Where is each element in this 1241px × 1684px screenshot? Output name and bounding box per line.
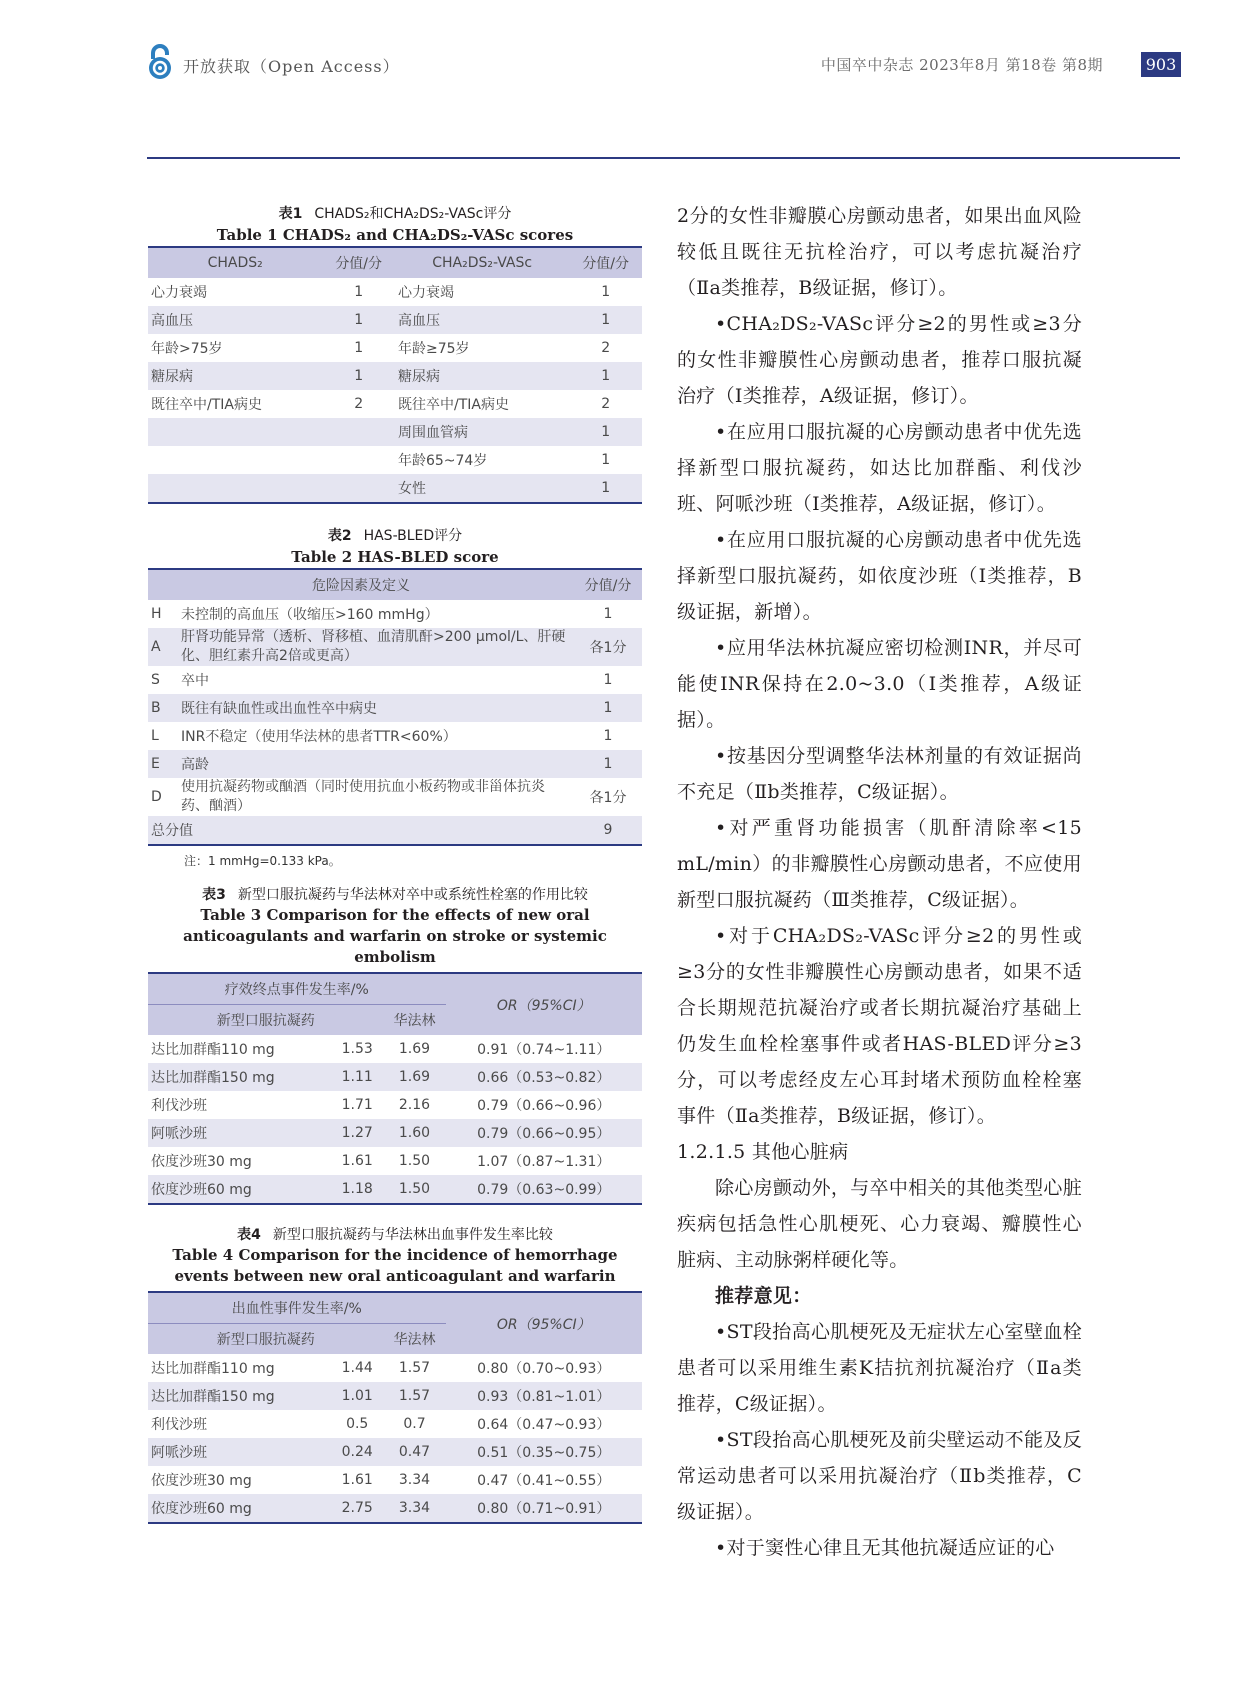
table-cell: 0.79（0.66~0.95） <box>446 1119 642 1147</box>
table-row <box>148 1147 642 1175</box>
table-cell: 1 <box>569 362 642 390</box>
table-cell: 各1分 <box>589 790 627 806</box>
table-row <box>148 446 642 474</box>
table-cell: 1 <box>574 694 642 722</box>
table-cell: 1.57 <box>398 1360 431 1376</box>
table4-header: 新型口服抗凝药 <box>148 1324 383 1355</box>
table-cell: 1 <box>569 306 642 334</box>
table-cell: 年龄>75岁 <box>151 341 223 357</box>
table2-label: 表2 <box>327 528 352 544</box>
table-row <box>148 750 642 778</box>
table-cell: 达比加群酯150 mg <box>148 1063 331 1091</box>
table-cell: 1 <box>569 474 642 503</box>
table-cell: 2 <box>354 396 364 412</box>
recommendation-item: •ST段抬高心肌梗死及前尖壁运动不能及反常运动患者可以采用抗凝治疗（Ⅱb类推荐，C级证据）。 <box>677 1429 1082 1523</box>
table-cell: 1 <box>354 340 364 356</box>
table-cell: 达比加群酯110 mg <box>151 1042 275 1058</box>
table-cell: 1 <box>603 606 613 622</box>
table-cell: 1.50 <box>398 1153 431 1169</box>
table-row <box>148 1354 642 1382</box>
table-cell: 1 <box>603 728 613 744</box>
table-cell: 糖尿病 <box>395 362 569 390</box>
table-cell: 0.91（0.74~1.11） <box>477 1042 611 1058</box>
table-cell: 0.79（0.63~0.99） <box>446 1175 642 1204</box>
recommendation-item: •按基因分型调整华法林剂量的有效证据尚不充足（Ⅱb类推荐，C级证据）。 <box>677 745 1082 803</box>
table2-total-label: 总分值 <box>148 816 574 845</box>
table-cell: H <box>151 606 162 622</box>
table-cell: 0.47（0.41~0.55） <box>477 1473 611 1489</box>
table-cell: 既往卒中/TIA病史 <box>397 397 509 413</box>
table-cell: 1 <box>574 750 642 778</box>
table-row <box>148 1466 642 1494</box>
table-row <box>148 1494 642 1523</box>
table-cell: 0.5 <box>346 1416 369 1432</box>
table-cell: INR不稳定（使用华法林的患者TTR<60%） <box>181 729 457 745</box>
header-rule <box>147 157 1180 159</box>
table-cell: 1.27 <box>331 1119 383 1147</box>
page-number: 903 <box>1141 52 1181 77</box>
table-cell: 各1分 <box>574 628 642 666</box>
table-cell: 1 <box>322 306 395 334</box>
table-cell: 1.18 <box>331 1175 383 1204</box>
table-cell: 既往卒中/TIA病史 <box>151 397 262 413</box>
table4-caption-cn <box>148 1225 642 1245</box>
table-cell: 肝肾功能异常（透析、肾移植、血清肌酐>200 μmol/L、肝硬化、胆红素升高2倍或更高） <box>178 628 574 666</box>
table-row <box>148 1410 642 1438</box>
table-cell: 0.64（0.47~0.93） <box>477 1417 611 1433</box>
table-cell: 1.53 <box>341 1041 373 1057</box>
table-cell: 1 <box>354 284 364 300</box>
table4-header: 华法林 <box>383 1324 445 1355</box>
table4-caption-en: Table 4 Comparison for the incidence of hemorrhage events between new oral anticoagulant and warfarin <box>172 1246 618 1285</box>
table-cell: E <box>148 750 178 778</box>
table-cell: 1 <box>601 452 611 468</box>
table-cell: 1.44 <box>341 1360 373 1376</box>
table3-header: 华法林 <box>383 1005 445 1036</box>
table-cell: 1.71 <box>341 1097 373 1113</box>
table-cell: 达比加群酯110 mg <box>151 1361 275 1377</box>
table-row <box>148 722 642 750</box>
table2-caption-en: Table 2 HAS-BLED score <box>291 548 499 566</box>
table3-caption-en: Table 3 Comparison for the effects of new oral anticoagulants and warfarin on stroke or systemic embolism <box>183 906 607 966</box>
table-cell: 1.11 <box>331 1063 383 1091</box>
table4-title-cn: 新型口服抗凝药与华法林出血事件发生率比较 <box>272 1227 553 1243</box>
table-cell: 0.7 <box>403 1416 426 1432</box>
table-cell: 0.51（0.35~0.75） <box>446 1438 642 1466</box>
table-cell: L <box>151 728 159 744</box>
table1-caption-cn <box>148 204 642 224</box>
table-cell <box>148 446 322 474</box>
table3-title-cn: 新型口服抗凝药与华法林对卒中或系统性栓塞的作用比较 <box>237 887 588 903</box>
body-paragraph: 除心房颤动外，与卒中相关的其他类型心脏疾病包括急性心肌梗死、心力衰竭、瓣膜性心脏病、主动脉粥样硬化等。 <box>677 1177 1082 1271</box>
table-cell: 女性 <box>395 474 569 503</box>
table-cell: 阿哌沙班 <box>148 1119 331 1147</box>
table1-header: CHADS₂ <box>148 247 322 278</box>
table-cell: 1 <box>322 362 395 390</box>
table1-header: CHA₂DS₂-VASc <box>395 247 569 278</box>
table4-group-header: 出血性事件发生率/% <box>148 1292 446 1324</box>
table-cell: D <box>151 789 162 805</box>
table-cell: B <box>148 694 178 722</box>
table-cell <box>148 474 322 503</box>
table-cell: 高血压 <box>395 306 569 334</box>
table3-group-header: 疗效终点事件发生率/% <box>148 973 446 1005</box>
tables-column <box>148 204 642 1524</box>
table3-caption-cn <box>148 885 642 905</box>
table-row <box>148 816 642 845</box>
table-row <box>148 1063 642 1091</box>
table-cell: 1.50 <box>383 1175 445 1204</box>
table-row <box>148 390 642 418</box>
table-row <box>148 1438 642 1466</box>
table3-header: 新型口服抗凝药 <box>148 1005 383 1036</box>
body-text-column <box>677 198 1082 1566</box>
table1-caption-en: Table 1 CHADS₂ and CHA₂DS₂-VASc scores <box>216 226 574 244</box>
open-access-label: 开放获取（Open Access） <box>183 57 400 76</box>
table-row <box>148 334 642 362</box>
table-cell: 1.61 <box>341 1153 373 1169</box>
table-cell <box>148 418 322 446</box>
table-cell: 高血压 <box>148 306 322 334</box>
table-row <box>148 694 642 722</box>
table-cell: 达比加群酯150 mg <box>148 1382 331 1410</box>
table-row <box>148 1175 642 1204</box>
table-cell: 1 <box>569 418 642 446</box>
table-cell: 卒中 <box>181 673 209 689</box>
recommendation-item: •对严重肾功能损害（肌酐清除率<15 mL/min）的非瓣膜性心房颤动患者，不应使用新型口服抗凝药（Ⅲ类推荐，C级证据）。 <box>677 817 1082 911</box>
recommendation-item: •对于CHA₂DS₂-VASc评分≥2的男性或≥3分的女性非瓣膜性心房颤动患者，如果不适合长期规范抗凝治疗或者长期抗凝治疗基础上仍发生血栓栓塞事件或者HAS-BLED评分≥3分，可以考虑经皮左心耳封堵术预防血栓栓塞事件（Ⅱa类推荐，B级证据，修订）。 <box>677 925 1082 1127</box>
table2 <box>148 568 642 846</box>
table-cell: 阿哌沙班 <box>148 1438 331 1466</box>
recommendation-heading: 推荐意见： <box>715 1285 812 1307</box>
table-cell: 0.93（0.81~1.01） <box>446 1382 642 1410</box>
table-row <box>148 1382 642 1410</box>
table-row <box>148 628 642 666</box>
table-cell: 1.01 <box>331 1382 383 1410</box>
table-cell: 既往有缺血性或出血性卒中病史 <box>178 694 574 722</box>
table-cell: 0.80（0.71~0.91） <box>446 1494 642 1523</box>
table-cell: 利伐沙班 <box>151 1417 207 1433</box>
table-row <box>148 362 642 390</box>
table2-header: 危险因素及定义 <box>148 569 574 600</box>
table-cell: 周围血管病 <box>395 418 569 446</box>
table2-header: 分值/分 <box>574 569 642 600</box>
table-cell: 年龄≥75岁 <box>397 341 470 357</box>
table-row <box>148 278 642 306</box>
table2-title-cn: HAS-BLED评分 <box>363 528 463 544</box>
recommendation-item: •应用华法林抗凝应密切检测INR，并尽可能使INR保持在2.0~3.0（Ⅰ类推荐，A级证据）。 <box>677 637 1082 731</box>
table-cell: 1 <box>603 672 613 688</box>
table4 <box>148 1291 642 1524</box>
table-row <box>148 474 642 503</box>
table-cell: 未控制的高血压（收缩压>160 mmHg） <box>181 607 439 623</box>
table1-header: 分值/分 <box>322 247 395 278</box>
table-cell: 利伐沙班 <box>151 1098 207 1114</box>
table-cell: 0.24 <box>331 1438 383 1466</box>
table4-or-header: OR（95%CI） <box>446 1292 642 1354</box>
table-cell: 1.60 <box>383 1119 445 1147</box>
table-cell: 依度沙班30 mg <box>151 1154 252 1170</box>
open-access-lock-icon <box>144 44 176 80</box>
table3 <box>148 972 642 1205</box>
table-row <box>148 600 642 628</box>
table-row <box>148 778 642 816</box>
table1-title-cn: CHADS₂和CHA₂DS₂-VASc评分 <box>314 206 512 222</box>
table-cell <box>322 446 395 474</box>
table-cell: 依度沙班60 mg <box>148 1494 331 1523</box>
recommendation-item: •ST段抬高心肌梗死及无症状左心室壁血栓患者可以采用维生素K拮抗剂抗凝治疗（Ⅱa类推荐，C级证据）。 <box>677 1321 1082 1415</box>
table-cell <box>322 418 395 446</box>
table-cell: 2.75 <box>331 1494 383 1523</box>
table-cell: 1.69 <box>398 1041 431 1057</box>
table3-label: 表3 <box>202 887 226 903</box>
table2-total-value: 9 <box>574 816 642 845</box>
recommendation-item: •在应用口服抗凝的心房颤动患者中优先选择新型口服抗凝药，如依度沙班（Ⅰ类推荐，B级证据，新增）。 <box>677 529 1082 623</box>
table-cell: 0.80（0.70~0.93） <box>477 1361 611 1377</box>
table3-or-header: OR（95%CI） <box>446 973 642 1035</box>
table-cell: 2.16 <box>398 1097 431 1113</box>
recommendation-item: •CHA₂DS₂-VASc评分≥2的男性或≥3分的女性非瓣膜性心房颤动患者，推荐口服抗凝治疗（Ⅰ类推荐，A级证据，修订）。 <box>677 313 1082 407</box>
table-cell: 依度沙班60 mg <box>148 1175 331 1204</box>
table-cell: 2 <box>601 340 611 356</box>
table-cell: 依度沙班30 mg <box>151 1473 252 1489</box>
recommendation-item: •在应用口服抗凝的心房颤动患者中优先选择新型口服抗凝药，如达比加群酯、利伐沙班、阿哌沙班（Ⅰ类推荐，A级证据，修订）。 <box>677 421 1082 515</box>
table-cell: 年龄65~74岁 <box>397 453 488 469</box>
section-heading: 1.2.1.5 其他心脏病 <box>677 1141 849 1163</box>
table-row <box>148 1119 642 1147</box>
table1-header: 分值/分 <box>569 247 642 278</box>
table-cell: 高龄 <box>178 750 574 778</box>
table-row <box>148 666 642 694</box>
table-cell: 1.57 <box>383 1382 445 1410</box>
table-cell: 心力衰竭 <box>397 285 454 301</box>
journal-citation: 中国卒中杂志 2023年8月 第18卷 第8期 <box>820 56 1103 74</box>
table2-note: 注：1 mmHg=0.133 kPa。 <box>184 854 341 868</box>
table-cell <box>322 474 395 503</box>
table-cell: 0.47 <box>383 1438 445 1466</box>
table1-label: 表1 <box>278 206 303 222</box>
table-row <box>148 1091 642 1119</box>
table-cell: 糖尿病 <box>148 362 322 390</box>
table-cell: 0.66（0.53~0.82） <box>446 1063 642 1091</box>
table-cell: 使用抗凝药物或酗酒（同时使用抗血小板药物或非甾体抗炎药、酗酒） <box>181 779 545 814</box>
recommendation-item: •对于窦性心律且无其他抗凝适应证的心 <box>715 1537 1055 1559</box>
table-cell: A <box>148 628 178 666</box>
table-row <box>148 1035 642 1063</box>
table-cell: S <box>151 672 160 688</box>
table-cell: 1.69 <box>383 1063 445 1091</box>
table-cell: 1.07（0.87~1.31） <box>477 1154 611 1170</box>
table1 <box>148 246 642 504</box>
table-cell: 2 <box>601 396 611 412</box>
table-row <box>148 306 642 334</box>
table-cell: 3.34 <box>398 1472 431 1488</box>
table-cell: 1 <box>601 284 611 300</box>
table-cell: 心力衰竭 <box>151 285 207 301</box>
table-cell: 0.79（0.66~0.96） <box>477 1098 611 1114</box>
table-cell: 1.61 <box>341 1472 373 1488</box>
table2-caption-cn <box>148 526 642 546</box>
table-cell: 3.34 <box>383 1494 445 1523</box>
body-paragraph: 2分的女性非瓣膜心房颤动患者，如果出血风险较低且既往无抗栓治疗，可以考虑抗凝治疗（Ⅱa类推荐，B级证据，修订）。 <box>677 205 1082 299</box>
table4-label: 表4 <box>237 1227 261 1243</box>
table-row <box>148 418 642 446</box>
